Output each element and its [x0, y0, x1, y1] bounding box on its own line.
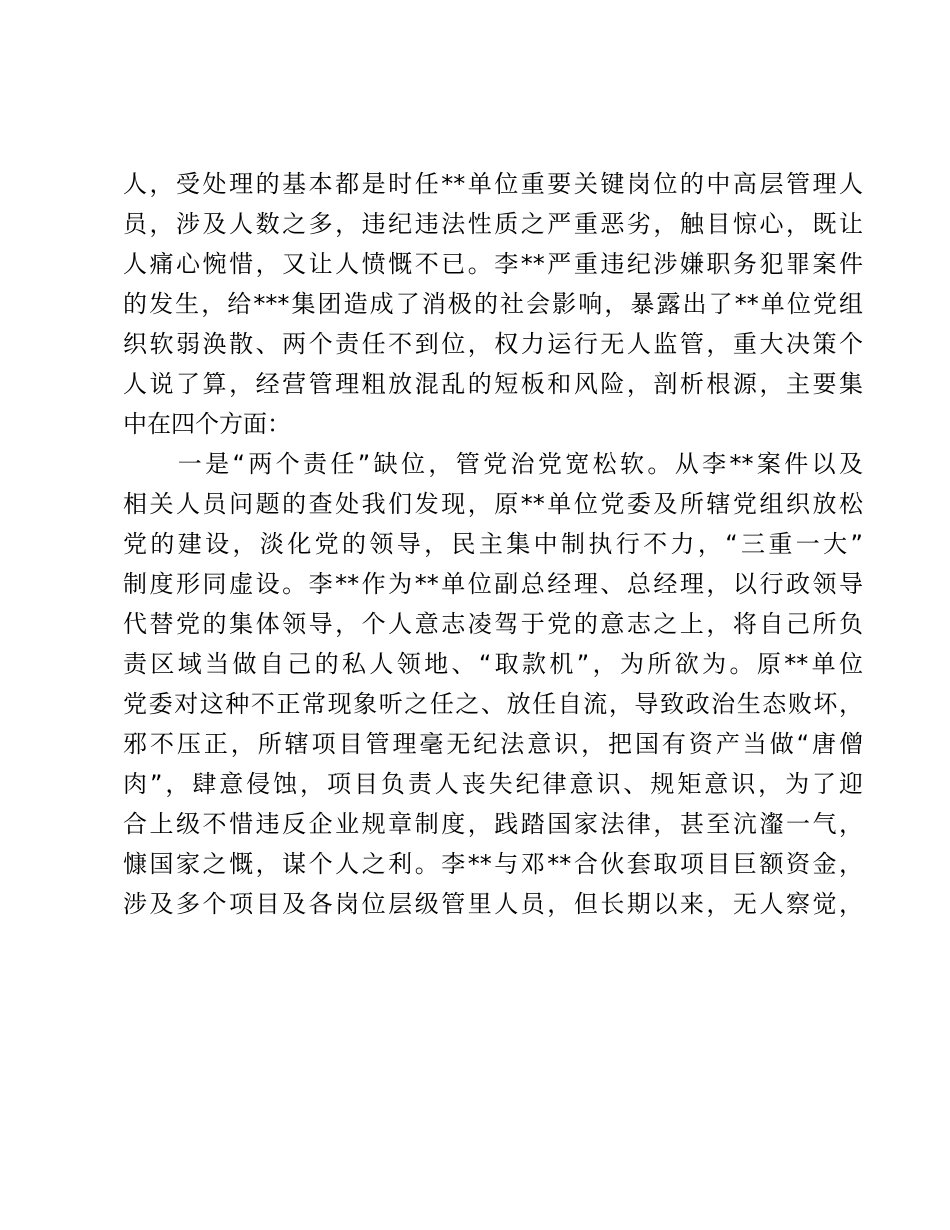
text-line: 的发生，给***集团造成了消极的社会影响，暴露出了**单位党组: [123, 290, 863, 318]
text-line: 责区域当做自己的私人领地、“取款机”，为所欲为。原**单位: [123, 650, 863, 678]
text-line: 相关人员问题的查处我们发现，原**单位党委及所辖党组织放松: [123, 490, 863, 518]
text-line: 肉”，肆意侵蚀，项目负责人丧失纪律意识、规矩意识，为了迎: [123, 770, 863, 798]
text-line: 员，涉及人数之多，违纪违法性质之严重恶劣，触目惊心，既让: [123, 210, 863, 238]
body-text: [123, 172, 863, 932]
text-line: 慷国家之慨，谋个人之利。李**与邓**合伙套取项目巨额资金，: [123, 850, 863, 878]
text-line: 代替党的集体领导，个人意志凌驾于党的意志之上，将自己所负: [123, 610, 863, 638]
text-line: 涉及多个项目及各岗位层级管里人员，但长期以来，无人察觉，: [123, 890, 863, 918]
text-line: 合上级不惜违反企业规章制度，践踏国家法律，甚至沆瀣一气，: [123, 810, 863, 838]
text-line: 制度形同虚设。李**作为**单位副总经理、总经理，以行政领导: [123, 570, 863, 598]
text-line: 党的建设，淡化党的领导，民主集中制执行不力，“三重一大”: [123, 530, 863, 558]
text-line: 中在四个方面：: [123, 410, 291, 438]
text-line: 人，受处理的基本都是时任**单位重要关键岗位的中高层管理人: [123, 170, 863, 198]
text-line: 人痛心惋惜，又让人愤慨不已。李**严重违纪涉嫌职务犯罪案件: [123, 250, 863, 278]
text-line: 党委对这种不正常现象听之任之、放任自流，导致政治生态败坏，: [123, 690, 863, 718]
text-line: 织软弱涣散、两个责任不到位，权力运行无人监管，重大决策个: [123, 330, 863, 358]
text-line: 人说了算，经营管理粗放混乱的短板和风险，剖析根源，主要集: [123, 370, 863, 398]
text-line: 一是“两个责任”缺位，管党治党宽松软。从李**案件以及: [123, 450, 863, 478]
text-line: 邪不压正，所辖项目管理毫无纪法意识，把国有资产当做“唐僧: [123, 730, 863, 758]
